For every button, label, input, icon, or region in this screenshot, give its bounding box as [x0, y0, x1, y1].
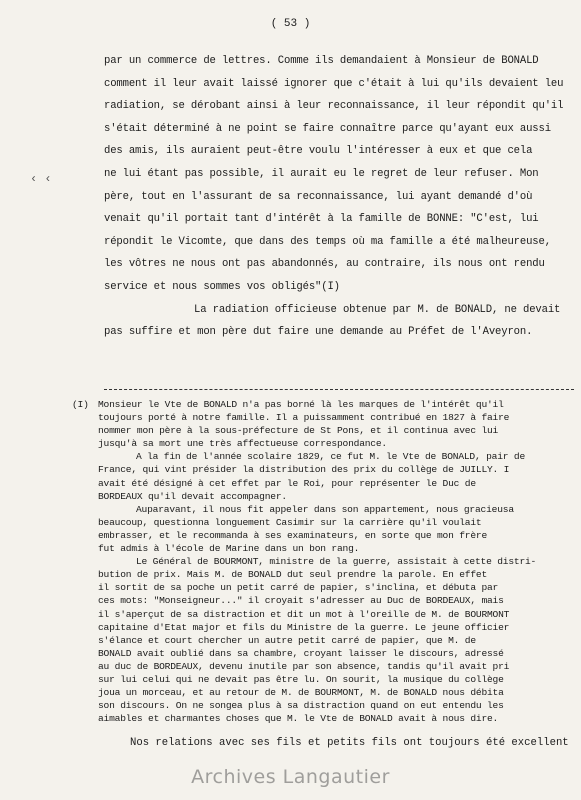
note-line: bution de prix. Mais M. de BONALD dut seul prendre la parole. En effet	[98, 569, 488, 581]
note-line: avait été désigné à cet effet par le Roi, pour représenter le Duc de	[98, 477, 476, 489]
main-text	[104, 50, 574, 344]
note-line: jusqu'à sa mort une très affectueuse correspondance.	[98, 438, 387, 450]
main-line: service et nous sommes vos obligés"(I)	[104, 280, 340, 293]
note-line: fut admis à l'école de Marine dans un bon rang.	[98, 543, 360, 555]
note-line: France, qui vint présider la distribution des prix du collège de JUILLY. I	[98, 464, 510, 476]
note-line: beaucoup, questionna longuement Casimir sur la carrière qu'il voulait	[98, 516, 482, 528]
note-line: BONALD avait oublié dans sa chambre, croyant laisser le discours, adressé	[98, 647, 504, 659]
footnote-divider	[104, 389, 574, 390]
archive-watermark: Archives Langautier	[191, 766, 390, 788]
note-line: sur lui celui qui ne devait pas être lu. On sourit, la musique du collège	[98, 673, 504, 685]
note-line: ces mots: "Monseigneur..." il croyait s'adresser au Duc de BORDEAUX, mais	[98, 595, 504, 607]
note-line: s'élance et court chercher un autre petit carré de papier, que M. de	[98, 634, 476, 646]
main-line: les vôtres ne nous ont pas abandonnés, au contraire, ils nous ont rendu	[104, 258, 545, 271]
note-line: aimables et charmantes choses que M. le Vte de BONALD avait à nous dire.	[98, 713, 499, 725]
note-line: embrasser, et le recommanda à ses examinateurs, en sorte que mon frère	[98, 529, 488, 541]
note-line: A la fin de l'année scolaire 1829, ce fut M. le Vte de BONALD, pair de	[136, 451, 526, 463]
margin-specks: ‹ ‹	[30, 172, 52, 186]
page-number: ( 53 )	[270, 18, 311, 30]
note-line: il sortit de sa poche un petit carré de papier, s'inclina, et débuta par	[98, 582, 499, 594]
note-line: nommer mon père à la sous-préfecture de St Pons, et il continua avec lui	[98, 425, 499, 437]
main-line: répondit le Vicomte, que dans des temps où ma famille a été malheureuse,	[104, 235, 551, 248]
main-line: comment il leur avait laissé ignorer que c'était à lui qu'ils devaient leu	[104, 77, 564, 90]
closing-line: Nos relations avec ses fils et petits fils ont toujours été excellent	[130, 737, 569, 749]
note-line: son discours. On ne songea plus à sa distraction quand on eut entendu les	[98, 700, 504, 712]
main-line: père, tout en l'assurant de sa reconnaissance, lui ayant demandé d'où	[104, 190, 533, 203]
main-line: pas suffire et mon père dut faire une demande au Préfet de l'Aveyron.	[104, 326, 533, 339]
main-line: La radiation officieuse obtenue par M. de BONALD, ne devait	[194, 303, 561, 316]
note-line: Le Général de BOURMONT, ministre de la guerre, assistait à cette distri-	[136, 556, 537, 568]
note-line: il s'aperçut de sa distraction et dit un mot à l'oreille de M. de BOURMONT	[98, 608, 510, 620]
note-line: joua un morceau, et au retour de M. de BOURMONT, M. de BONALD nous débita	[98, 687, 504, 699]
note-line: Monsieur le Vte de BONALD n'a pas borné là les marques de l'intérêt qu'il	[98, 399, 504, 410]
main-line: des amis, ils auraient peut-être voulu l'intéresser à eux et que cela	[104, 145, 533, 158]
note-line: toujours porté à notre famille. Il a puissamment contribué en 1827 à faire	[98, 412, 510, 424]
note-line: capitaine d'Etat major et fils du Ministre de la guerre. Le jeune officier	[98, 621, 510, 633]
note-line: au duc de BORDEAUX, devenu inutile par son absence, tandis qu'il avait pri	[98, 660, 510, 672]
main-line: par un commerce de lettres. Comme ils demandaient à Monsieur de BONALD	[104, 55, 539, 67]
footnote-marker: (I)	[72, 399, 89, 410]
note-line: Auparavant, il nous fit appeler dans son appartement, nous gracieusa	[136, 503, 514, 515]
main-line: radiation, se dérobant ainsi à leur reconnaissance, il leur répondit qu'il	[104, 100, 564, 113]
footnote	[72, 398, 576, 725]
main-line: venait qu'il portait tant d'intérêt à la famille de BONNE: "C'est, lui	[104, 213, 539, 226]
main-line: s'était déterminé à ne point se faire connaître parce qu'ayant eux aussi	[104, 122, 551, 135]
note-line: BORDEAUX qu'il devait accompagner.	[98, 490, 287, 502]
main-line: ne lui étant pas possible, il aurait eu le regret de leur refuser. Mon	[104, 167, 539, 180]
